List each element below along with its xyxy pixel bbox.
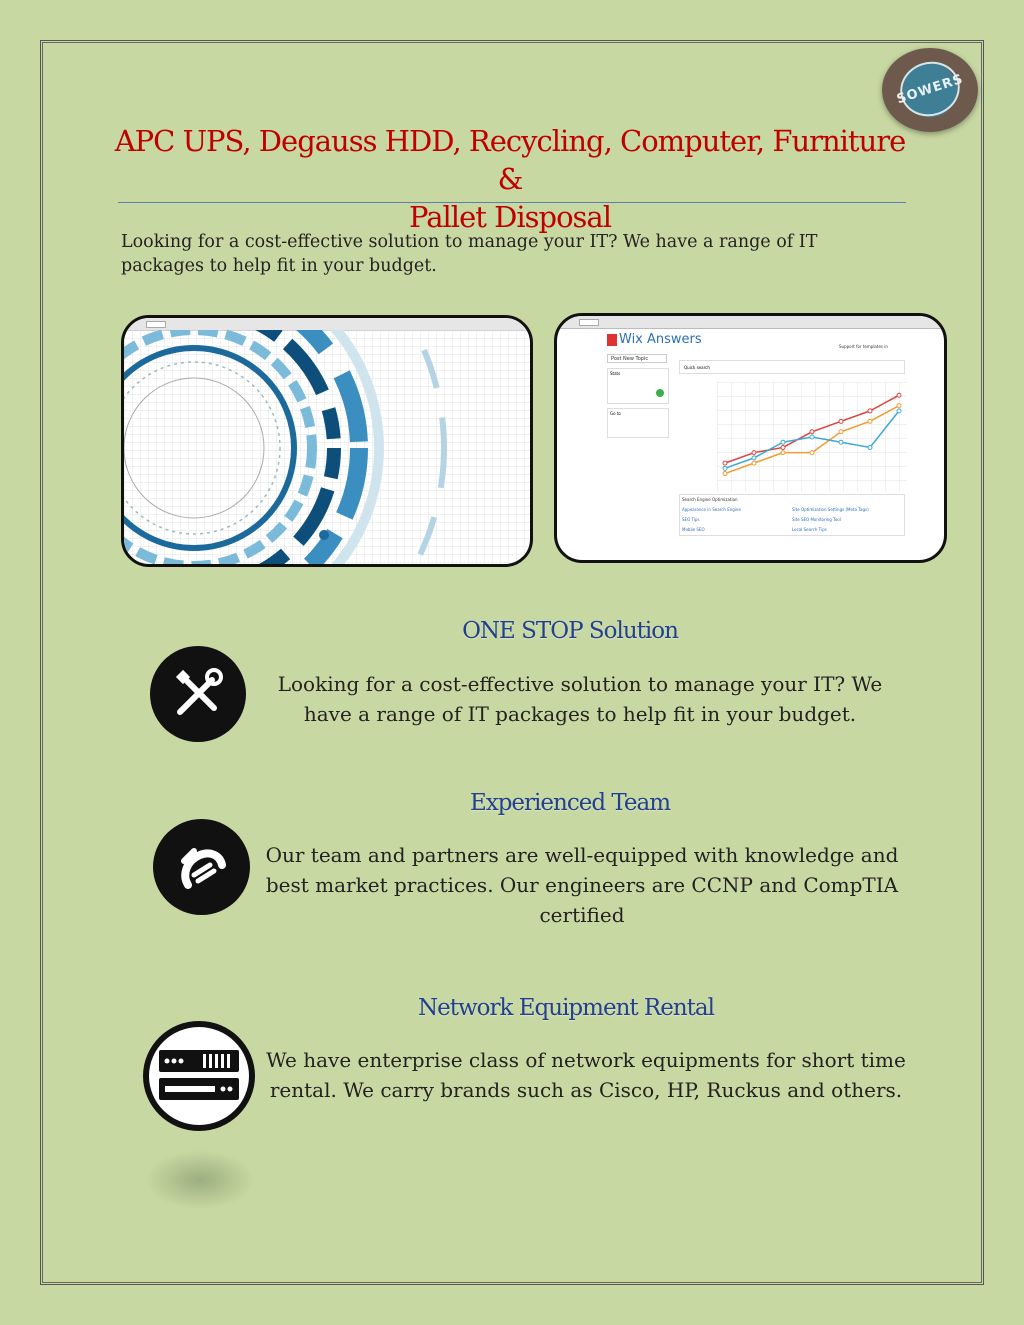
wix-answers-screenshot — [554, 313, 947, 563]
section-text-one-stop — [270, 669, 890, 729]
support-text: Support for templates in — [839, 344, 888, 349]
chart-point — [868, 419, 872, 423]
quick-search-label: Quick search — [684, 365, 710, 370]
chart-point — [839, 419, 843, 423]
chart-point — [897, 404, 901, 408]
browser-bar — [557, 316, 944, 329]
chart-point — [810, 435, 814, 439]
section-text-line: rental. We carry brands such as Cisco, HP, Ruckus and others. — [269, 1078, 903, 1102]
section-text-line: Looking for a cost-effective solution to manage your IT? We — [277, 672, 883, 696]
wix-logo-icon — [607, 334, 617, 346]
seo-link[interactable]: Site Optimization Settings (Meta Tags) — [792, 507, 869, 512]
brand-logo[interactable] — [882, 48, 978, 132]
quick-search-bar[interactable] — [679, 360, 905, 374]
title-divider — [118, 202, 906, 203]
seo-link[interactable]: Site SEO Monitoring Tool — [792, 517, 841, 522]
chart-point — [868, 445, 872, 449]
server-icon — [143, 1021, 255, 1131]
seo-link[interactable]: Local Search Tips — [792, 527, 827, 532]
page-title-line2: Pallet Disposal — [409, 200, 611, 234]
goto-box — [607, 408, 669, 438]
chart-point — [723, 472, 727, 476]
brand-logo-text: SOWERS — [893, 54, 967, 124]
section-heading-one-stop: ONE STOP Solution — [462, 618, 678, 644]
decorative-shadow — [145, 1150, 255, 1210]
section-heading-experienced-team: Experienced Team — [469, 790, 671, 816]
chart-point — [752, 451, 756, 455]
seo-link[interactable]: SEO Tips — [682, 517, 700, 522]
section-text-experienced-team — [258, 840, 906, 930]
seo-link[interactable]: Mobile SEO — [682, 527, 705, 532]
tech-graphic-screenshot — [121, 315, 533, 567]
chart-point — [781, 445, 785, 449]
seo-links-panel — [679, 494, 905, 536]
line-chart — [717, 382, 907, 492]
chart-point — [897, 393, 901, 397]
chart-point — [810, 451, 814, 455]
check-icon — [656, 389, 664, 397]
chart-point — [781, 451, 785, 455]
section-text-line: best market practices. Our engineers are CCNP and CompTIA — [265, 873, 899, 897]
section-text-line: certified — [539, 903, 625, 927]
chart-point — [723, 461, 727, 465]
chart-point — [781, 440, 785, 444]
chart-point — [868, 409, 872, 413]
chart-point — [810, 430, 814, 434]
page-title-line1: APC UPS, Degauss HDD, Recycling, Computer, Furniture & — [114, 124, 906, 196]
chart-point — [839, 440, 843, 444]
seo-panel-label: Search Engine Optimization — [682, 497, 738, 502]
section-text-line: We have enterprise class of network equipments for short time — [266, 1048, 906, 1072]
section-text-line: have a range of IT packages to help fit in your budget. — [303, 702, 857, 726]
chart-point — [839, 430, 843, 434]
intro-paragraph: Looking for a cost-effective solution to manage your IT? We have a range of IT packages to help fit in your budget. — [121, 232, 818, 276]
wix-app-title: Wix Answers — [619, 332, 702, 347]
tools-icon — [150, 646, 246, 742]
post-topic-button[interactable]: Post New Topic — [607, 354, 667, 363]
page-title — [110, 122, 910, 236]
stats-box — [607, 368, 669, 404]
section-text-line: Our team and partners are well-equipped with knowledge and — [265, 843, 899, 867]
seo-link[interactable]: Appearance in Search Engine — [682, 507, 741, 512]
handshake-icon — [153, 819, 250, 915]
chart-point — [723, 466, 727, 470]
chart-point — [752, 456, 756, 460]
goto-label: Go to — [610, 411, 621, 416]
tech-circle-graphic — [124, 330, 530, 564]
stats-label: Stats — [610, 371, 621, 376]
section-text-network-rental — [266, 1045, 906, 1105]
chart-point — [752, 461, 756, 465]
section-heading-network-rental: Network Equipment Rental — [417, 995, 714, 1021]
chart-point — [897, 409, 901, 413]
